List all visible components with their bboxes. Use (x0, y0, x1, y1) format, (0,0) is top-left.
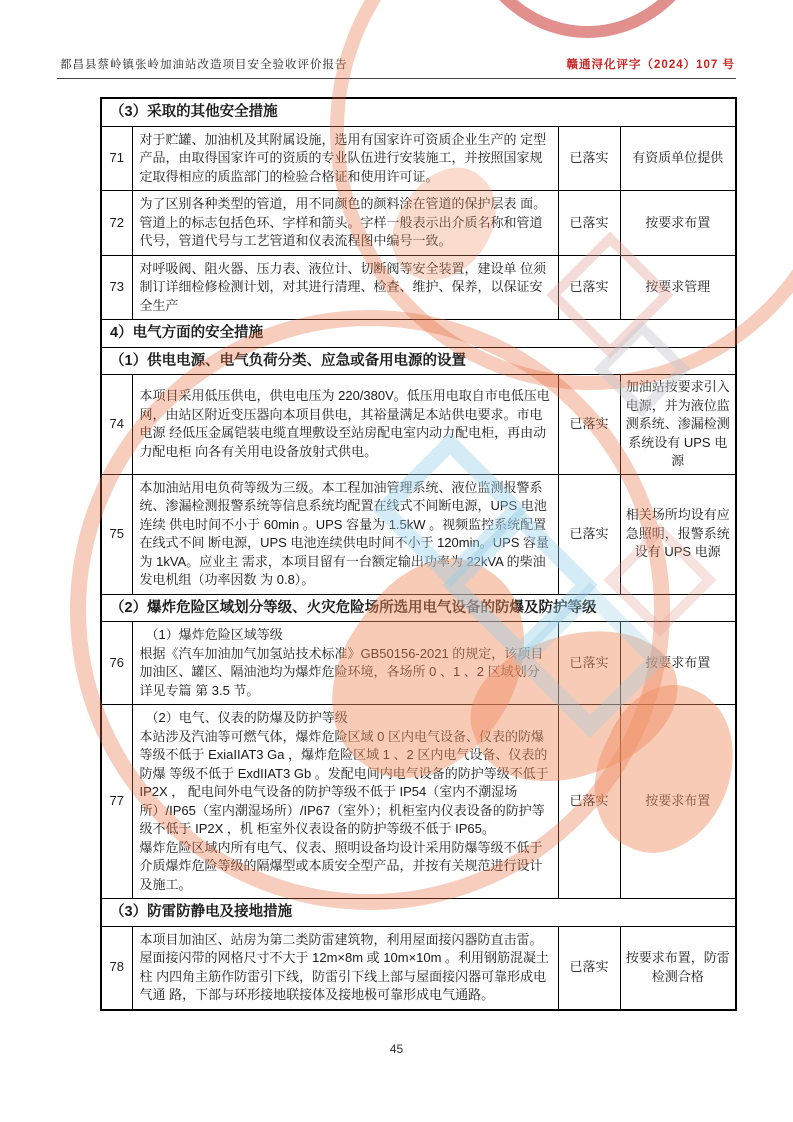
measure-paragraph: 本站涉及汽油等可燃气体，爆炸危险区域 0 区内电气设备、仪表的防爆 等级不低于 ExiaIIAT3 Ga ，爆炸危险区域 1 、2 区内电气设备、仪表的防爆 等级不低于 ExdIIAT3 Gb 。发配电间内电气设备的防护等级不低于 IP2X ， 配电间外电气设备的防护等级不低于 IP54（室内不潮湿场所）/IP65（室内潮湿场所）/IP67（室外）；机柜室内仪表设备的防护等级不低于 IP2X ，机 柜室外仪表设备的防护等级不低于 IP65。 (139, 728, 549, 836)
measure-paragraph: 本项目加油区、站房为第二类防雷建筑物，利用屋面接闪器防直击雷。屋面接闪带的网格尺寸不大于 12m×8m 或 10m×10m 。利用钢筋混凝土柱 内四角主筋作防雷引下线，防雷引下线上部与屋面接闪器可靠形成电气通 路，下部与环形接地联接体及接地极可靠形成电气通路。 (139, 931, 550, 1002)
table-row (101, 622, 736, 705)
section-title: （2）爆炸危险区域划分等级、火灾危险场所选用电气设备的防爆及防护等级 (101, 594, 736, 622)
measure-description (132, 474, 558, 594)
remark: 按要求布置 (620, 191, 736, 256)
seal-arc-icon (455, 0, 720, 38)
measure-paragraph: 对呼吸阀、阻火器、压力表、液位计、切断阀等安全装置，建设单 位须制订详细检修检测计划，对其进行清理、检查、维护、保养，以保证安全生产 (139, 260, 547, 313)
measure-description (132, 191, 558, 256)
row-number: 72 (101, 191, 132, 256)
remark: 按要求布置 (620, 622, 736, 705)
implementation-status: 已落实 (558, 474, 620, 594)
implementation-status: 已落实 (558, 926, 620, 1010)
document-number: 赣通浔化评字（2024）107 号 (566, 59, 735, 71)
safety-measures-table (100, 97, 737, 1011)
measure-paragraph: 根据《汽车加油加气加氢站技术标准》GB50156-2021 的规定，该项目 加油区、罐区、隔油池均为爆炸危险环境，各场所 0 、1 、2 区域划分详见专篇 第 3.5 节。 (139, 645, 544, 698)
section-title: 4）电气方面的安全措施 (101, 320, 736, 348)
row-number: 78 (101, 926, 132, 1010)
measure-description (132, 255, 558, 320)
measure-paragraph: 对于贮罐、加油机及其附属设施，选用有国家许可资质企业生产的 定型产品，由取得国家许可的资质的专业队伍进行安装施工，并按照国家规定取得相应的质监部门的检验合格证和使用许可证。 (139, 131, 547, 184)
measure-paragraph: （1）爆炸危险区域等级 (145, 627, 283, 642)
report-title-header: 都昌县蔡岭镇张岭加油站改造项目安全验收评价报告 (60, 59, 348, 71)
table-row (101, 705, 736, 899)
row-number: 75 (101, 474, 132, 594)
remark: 加油站按要求引入电源，并为液位监测系统、渗漏检测系统设有 UPS 电源 (620, 375, 736, 475)
implementation-status: 已落实 (558, 705, 620, 899)
section-row (101, 594, 736, 622)
section-row (101, 899, 736, 927)
row-number: 74 (101, 375, 132, 475)
remark: 按要求管理 (620, 255, 736, 320)
remark: 按要求布置，防雷检测合格 (620, 926, 736, 1010)
row-number: 77 (101, 705, 132, 899)
measure-paragraph: 为了区别各种类型的管道，用不同颜色的颜料涂在管道的保护层表 面。管道上的标志包括色环、字样和箭头。字样一般表示出介质名称和管道代号，管道代号与工艺管道和仪表流程图中编号一致。 (139, 196, 547, 248)
measure-description (132, 126, 558, 191)
remark: 相关场所均设有应急照明，报警系统设有 UPS 电源 (620, 474, 736, 594)
row-number: 76 (101, 622, 132, 705)
section-row (101, 347, 736, 375)
table-row (101, 255, 736, 320)
measure-paragraph: （2）电气、仪表的防爆及防护等级 (145, 710, 348, 725)
table-row (101, 474, 736, 594)
remark: 按要求布置 (620, 705, 736, 899)
checklist-table-body (101, 98, 736, 1010)
page-number: 45 (389, 1042, 404, 1056)
measure-paragraph: 爆炸危险区域内所有电气、仪表、照明设备均设计采用防爆等级不低于介质爆炸危险等级的隔爆型或本质安全型产品，并按有关规范进行设计及施工。 (139, 839, 543, 892)
measure-description (132, 375, 558, 475)
measure-paragraph: 本项目采用低压供电，供电电压为 220/380V。低压用电取自市电低压电 网，由站区附近变压器向本项目供电，其裕量满足本站供电要求。市电电源 经低压金属铠装电缆直埋敷设至站房配电室内动力配电柜，再由动力配电柜 向各有关用电设备放射式供电。 (139, 388, 550, 459)
implementation-status: 已落实 (558, 622, 620, 705)
table-row (101, 126, 736, 191)
measure-paragraph: 本加油站用电负荷等级为三级。本工程加油管理系统、液位监测报警系统、渗漏检测报警系统等信息系统均配置在线式不间断电源，UPS 电池连续 供电时间不小于 60min 。UPS 容量为 1.5kW 。视频监控系统配置在线式不间 断电源，UPS 电池连续供电时间不小于 120min。UPS 容量为 1kVA。应业主 需求，本项目留有一台额定输出功率为 22kVA 的柴油发电机组（功率因数 为 0.8）。 (139, 479, 550, 587)
table-row (101, 375, 736, 475)
implementation-status: 已落实 (558, 255, 620, 320)
table-row (101, 926, 736, 1010)
implementation-status: 已落实 (558, 191, 620, 256)
header-divider (57, 78, 736, 79)
section-row (101, 98, 736, 126)
section-title: （3）防雷防静电及接地措施 (101, 899, 736, 927)
implementation-status: 已落实 (558, 375, 620, 475)
measure-description (132, 705, 558, 899)
implementation-status: 已落实 (558, 126, 620, 191)
measure-description (132, 622, 558, 705)
table-row (101, 191, 736, 256)
row-number: 71 (101, 126, 132, 191)
remark: 有资质单位提供 (620, 126, 736, 191)
measure-description (132, 926, 558, 1010)
section-row (101, 320, 736, 348)
section-title: （1）供电电源、电气负荷分类、应急或备用电源的设置 (101, 347, 736, 375)
section-title: （3）采取的其他安全措施 (101, 98, 736, 126)
row-number: 73 (101, 255, 132, 320)
